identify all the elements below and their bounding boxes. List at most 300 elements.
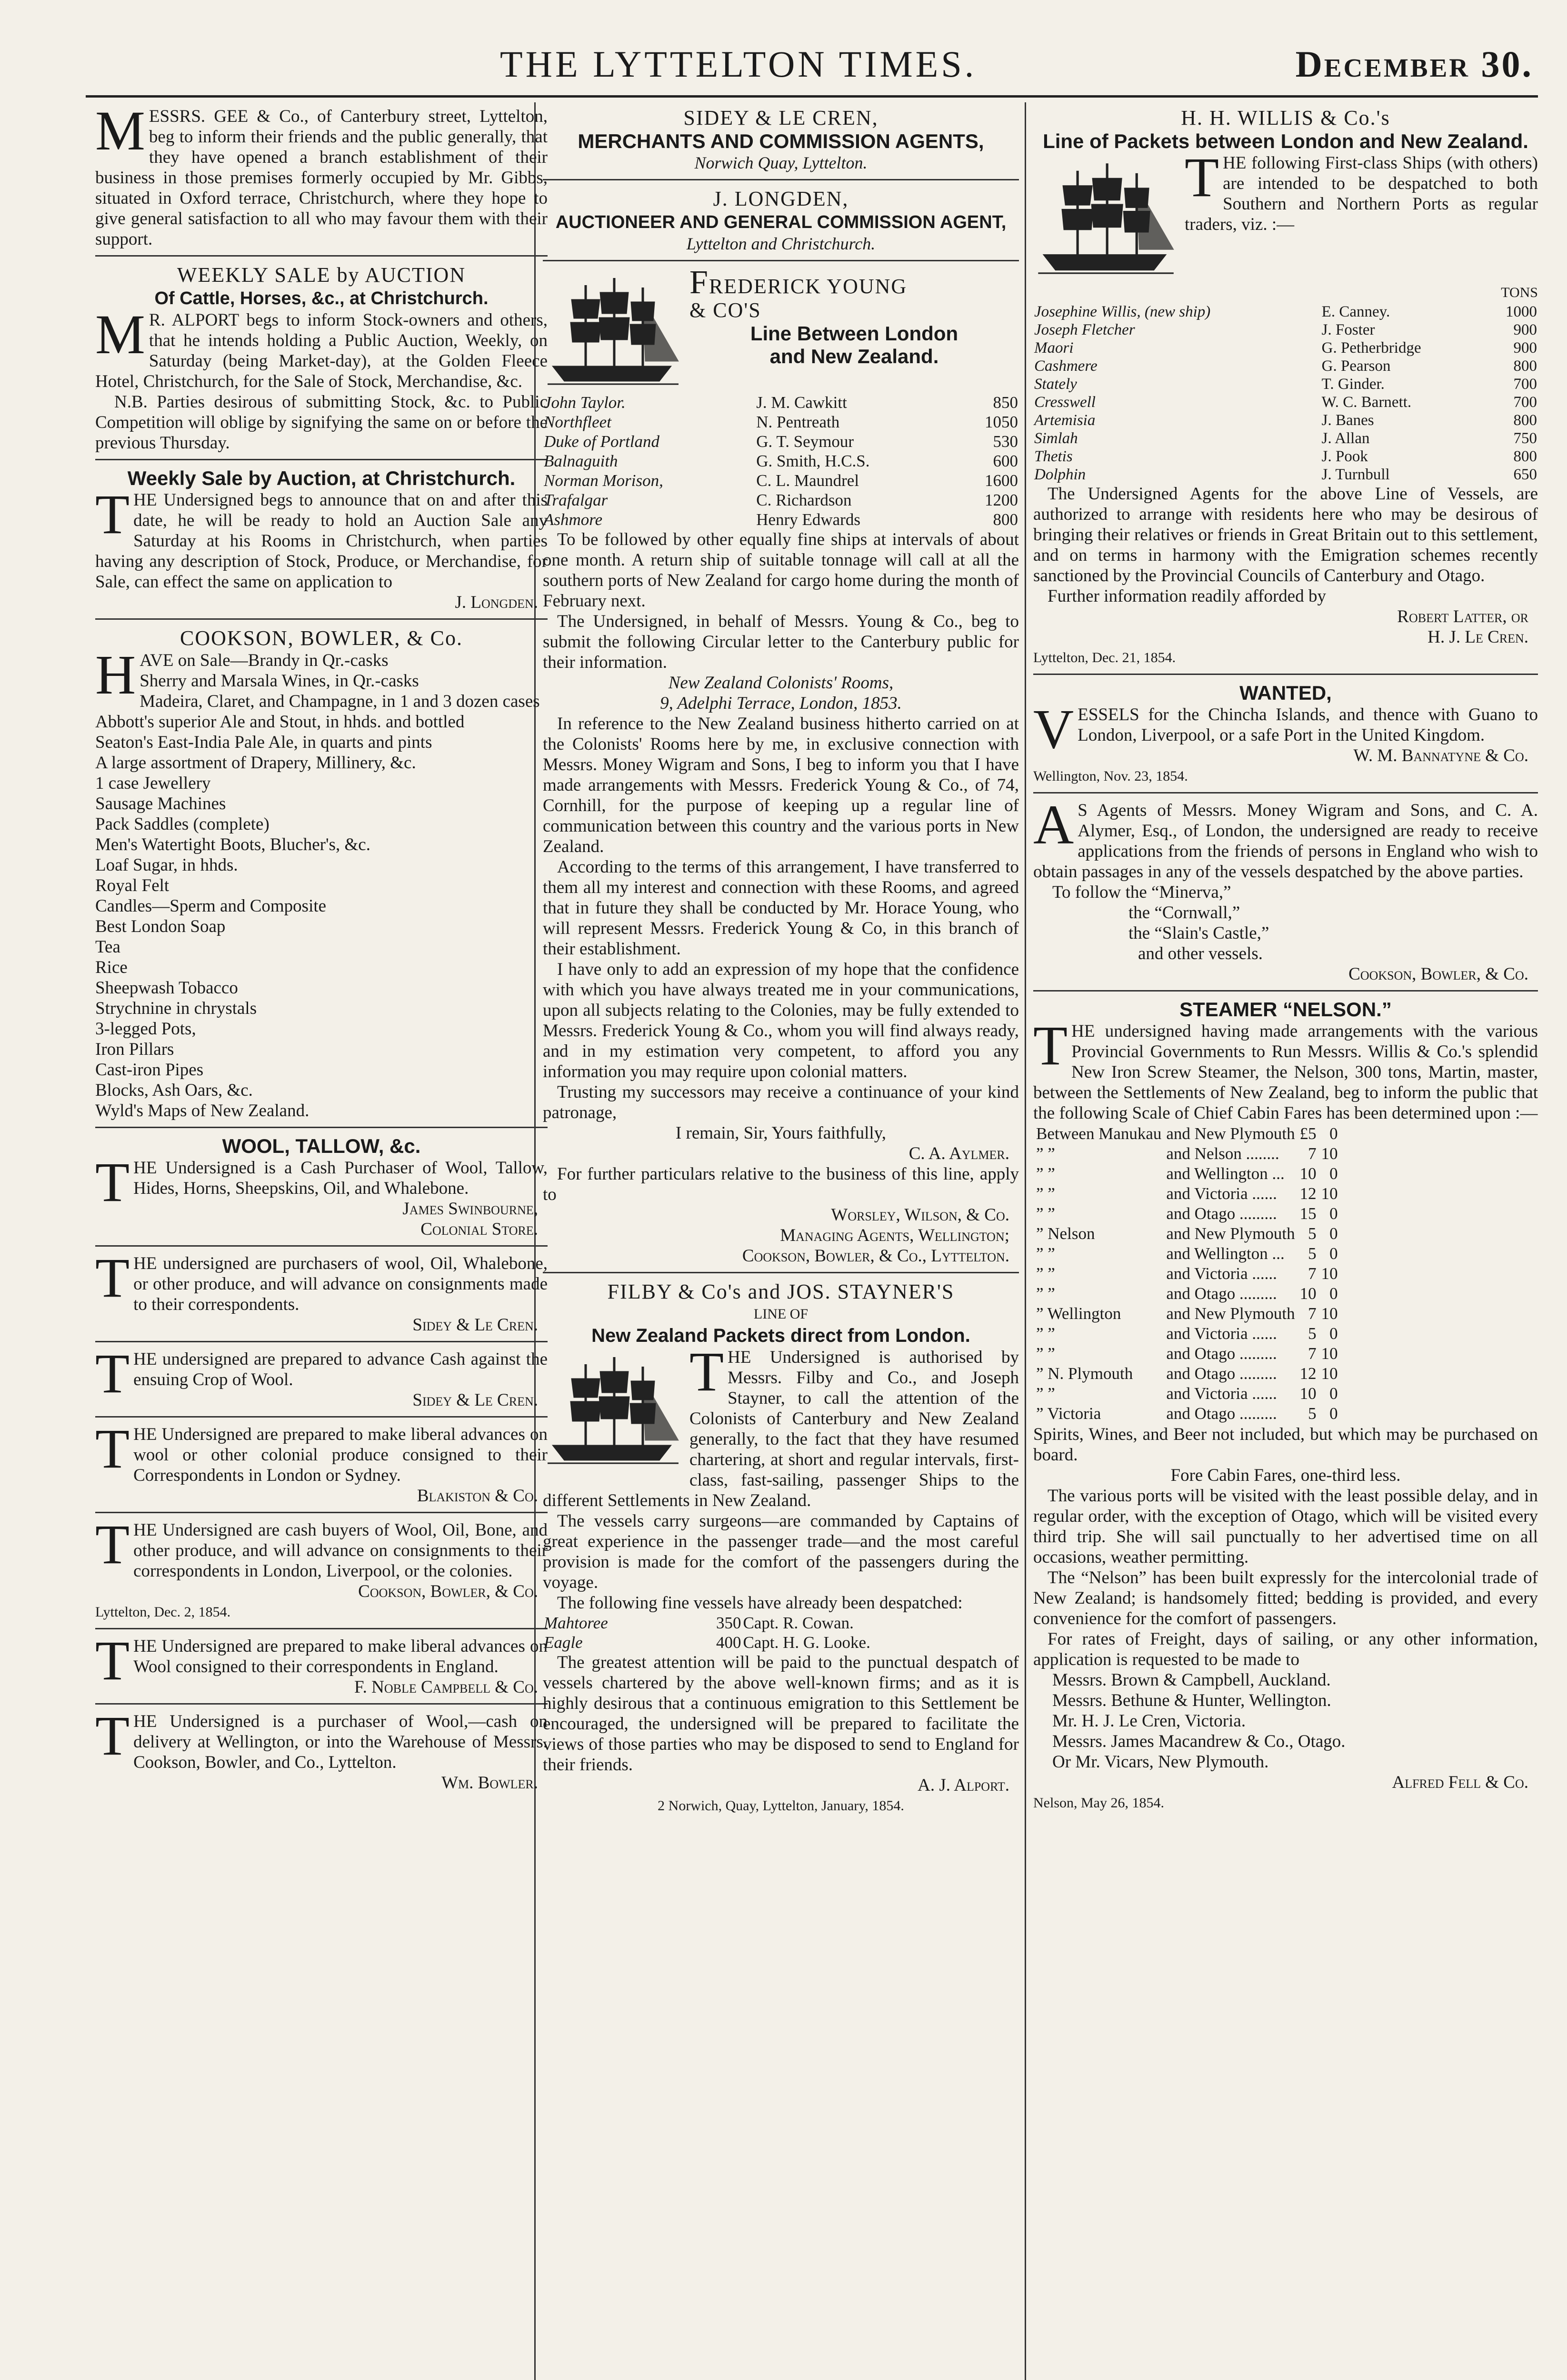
ad-date: Lyttelton, Dec. 2, 1854. [95,1604,231,1620]
fare-from: ” ” [1036,1384,1055,1403]
fare-shillings: 10 [1321,1144,1338,1163]
ships-table [543,1613,1019,1652]
ad-steamer-nelson [1033,994,1538,1819]
ship-name: Cresswell [1034,394,1096,411]
list-item: Madeira, Claret, and Champagne, in 1 and 3 dozen cases [140,692,540,711]
table-row [1034,1324,1340,1343]
ad-date: Wellington, Nov. 23, 1854. [1033,768,1188,784]
ship-captain: N. Pentreath [756,413,840,431]
table-row [1033,466,1538,484]
ship-tons: 700 [1513,376,1537,393]
ad-heading: H. H. WILLIS & Co.'s [1181,106,1390,129]
table-row [1034,1124,1340,1143]
table-row [1033,321,1538,339]
ad-date: 2 Norwich, Quay, Lyttelton, January, 1854. [658,1798,904,1814]
list-item: Strychnine in chrystals [95,999,257,1018]
fare-from: ” ” [1036,1264,1055,1283]
ship-captain: G. T. Seymour [756,432,854,451]
ship-tons: 1000 [1506,303,1537,320]
fare-to: and New Plymouth [1166,1124,1295,1143]
ship-tons: 530 [993,432,1018,451]
ad-note: N.B. Parties desirous of submitting Stock, &c. to Public Competition will oblige by signifying the same on or before the previous Thursday. [95,392,548,453]
ship-name: Stately [1034,376,1077,393]
fare-from: ” ” [1036,1244,1055,1263]
ad-text: HE undersigned having made arrangements with the various Provincial Governments to Run Messrs. Willis & Co.'s splendid New Iron Screw Steamer, the Nelson, 300 tons, Martin, master, between the Settlements of New Zealand, beg to inform the public that the following Scale of Chief Cabin Fares has been determined upon :— [1033,1021,1538,1123]
ad-wanted-vessels [1033,678,1538,793]
ship-name: Artemisia [1034,412,1096,429]
tons-label: TONS [1501,285,1538,300]
ad-text: HE Undersigned begs to announce that on and after this date, he will be ready to hold an Auction Sale any Saturday at his Rooms in Christchurch, when parties having any description of Stock, Produce, or Merchandise, for Sale, can effect the same on application to [95,490,548,592]
list-item: Messrs. James Macandrew & Co., Otago. [1052,1732,1346,1751]
ship-captain: G. Pearson [1321,357,1391,375]
ad-date: Lyttelton, Dec. 21, 1854. [1033,650,1176,665]
fare-pounds: 15 [1299,1204,1317,1223]
ad-heading: WANTED, [1239,682,1332,704]
fare-shillings: 0 [1329,1204,1338,1223]
table-row [1033,429,1538,447]
ad-agents-wigram [1033,793,1538,992]
ad-text: HE following First-class Ships (with others) are intended to be despatched to both Southern and Northern Ports as regular traders, viz. :— [1185,153,1538,234]
ad-willis [1033,102,1538,675]
drop-cap: T [1033,1014,1068,1077]
list-item: Loaf Sugar, in hhds. [95,855,238,875]
list-item: Blocks, Ash Oars, &c. [95,1081,253,1100]
fare-pounds: 5 [1308,1244,1317,1263]
ad-signature: Managing Agents, Wellington; [780,1226,1009,1245]
table-row [543,490,1019,510]
fare-shillings: 0 [1329,1164,1338,1183]
ad-signature: F. Noble Campbell & Co. [354,1677,538,1697]
drop-cap: F [689,264,709,301]
paragraph: For further particulars relative to the business of this line, apply to [543,1164,1019,1204]
fare-pounds: 5 [1308,1404,1317,1423]
table-row [1034,1384,1340,1403]
ship-tons: 800 [1513,448,1537,465]
goods-list [95,671,548,1121]
ad-heading: & CO'S [689,298,761,322]
list-item: A large assortment of Drapery, Millinery, &c. [95,753,416,773]
ad-signature: A. J. Alport. [918,1775,1009,1795]
ship-tons: 800 [1513,412,1537,429]
ad-signature: Sidey & Le Cren. [412,1390,538,1410]
ad-sidey-le-cren [543,102,1019,180]
issue-date: December 30. [1295,43,1533,85]
paragraph: To be followed by other equally fine ships at intervals of about one month. A return ship of suitable tonnage will call at all the southern ports of New Zealand for cargo home during the month of February next. [543,530,1019,611]
ship-captain: W. C. Barnett. [1321,394,1412,411]
ship-tons: 850 [993,393,1018,412]
ship-name: Cashmere [1034,357,1098,375]
fare-pounds: 7 [1308,1344,1317,1363]
table-row [543,393,1019,412]
ship-tons: 1600 [985,471,1018,490]
ad-heading: Weekly Sale by Auction, at Christchurch. [127,467,516,489]
ad-text: R. ALPORT begs to inform Stock-owners and others, that he intends holding a Public Auction, Weekly, on Saturday (being Market-day), at the Golden Fleece Hotel, Christchurch, for the Sale of Stock, Merchandise, &c. [95,310,548,391]
table-row [1033,339,1538,357]
ship-tons: 650 [1513,466,1537,483]
drop-cap: T [689,1340,724,1403]
list-item: Mr. H. J. Le Cren, Victoria. [1052,1711,1246,1731]
fare-from: Between Manukau [1036,1124,1162,1143]
fare-pounds: 10 [1299,1384,1317,1403]
paragraph: Fore Cabin Fares, one-third less. [1170,1466,1401,1485]
ad-subheading: MERCHANTS AND COMMISSION AGENTS, [578,130,984,152]
ad-longden [543,183,1019,261]
ad-text: ESSRS. GEE & Co., of Canterbury street, Lyttelton, beg to inform their friends and the public generally, that they have opened a branch establishment of their business in those premises formerly occupied by Mr. Gibbs, situated in Oxford terrace, Christchurch, where they hope to give general satisfaction to all who may favour them with their support. [95,107,548,249]
ad-heading: STEAMER “NELSON.” [1179,998,1392,1021]
fare-shillings: 0 [1329,1244,1338,1263]
paragraph: The various ports will be visited with the least possible delay, and in regular order, with the exception of Otago, which will be visited every third trip. She will sail punctually to her advertised time on all occasions, weather permitting. [1033,1486,1538,1567]
list-item: Royal Felt [95,876,170,895]
fare-pounds: 12 [1299,1184,1317,1203]
ship-tons: 700 [1513,394,1537,411]
drop-cap: T [95,1513,130,1576]
ad-signature: H. J. Le Cren. [1427,627,1528,647]
ad-subheading: AUCTIONEER AND GENERAL COMMISSION AGENT, [555,212,1007,232]
ad-signature: Cookson, Bowler, & Co. [1348,964,1528,984]
paragraph: The vessels carry surgeons—are commanded by Captains of great experience in the passenger trade—and the most careful provision is made for the comfort of the passengers during the voyage. [543,1511,1019,1592]
ship-captain: J. Turnbull [1321,466,1390,483]
paragraph: The Undersigned Agents for the above Line of Vessels, are authorized to arrange with residents here who may be desirous of bringing their relatives or friends in Great Britain out to this settlement, and on terms in harmony with the Emigration schemes recently sanctioned by the Provincial Councils of Canterbury and Otago. [1033,484,1538,585]
fare-from: ” ” [1036,1184,1055,1203]
ship-captain: T. Ginder. [1321,376,1385,393]
column-2 [543,102,1019,2380]
ship-list-line: the “Slain's Castle,” [1128,923,1269,943]
newspaper-title: THE LYTTELTON TIMES. [500,43,977,85]
ad-text: S Agents of Messrs. Money Wigram and Sons, and C. A. Alymer, Esq., of London, the undersigned are ready to receive applications from the friends of persons in England who wish to obtain passages in any of the vessels despatched by the above parties. [1033,801,1538,882]
ad-signature: Blakiston & Co. [417,1486,538,1506]
drop-cap: T [95,483,130,545]
fare-pounds: 12 [1299,1364,1317,1383]
drop-cap: T [95,1705,130,1767]
ad-weekly-sale-auction [95,259,548,460]
ad-signature: Cookson, Bowler, & Co. [358,1582,538,1601]
paragraph: Spirits, Wines, and Beer not included, but which may be purchased on board. [1033,1425,1538,1465]
ad-date: Nelson, May 26, 1854. [1033,1795,1164,1811]
column-1 [95,99,548,2380]
ad-wool-tallow [95,1131,548,1247]
ship-name: John Taylor. [544,393,626,412]
ad-signature: J. Longden. [455,593,538,612]
ship-name: Eagle [544,1633,583,1652]
ship-captain: Henry Edwards [756,510,860,529]
fare-pounds: 7 [1308,1304,1317,1323]
ship-tons: 400 [716,1633,741,1652]
paragraph: In reference to the New Zealand business hitherto carried on at the Colonists' Rooms here by me, in exclusive connection with Messrs. Money Wigram and Sons, I beg to inform you that I have made arrangements with Messrs. Frederick Young & Co., of 74, Cornhill, for the purpose of keeping up a regular line of communication between this country and the various ports in New Zealand. [543,714,1019,856]
fare-pounds: £5 [1299,1124,1317,1143]
table-row [1034,1344,1340,1363]
fare-to: and Otago ......... [1166,1204,1277,1223]
ad-subheading: New Zealand Packets direct from London. [591,1325,970,1346]
ad-text: HE Undersigned is a Cash Purchaser of Wool, Tallow, Hides, Horns, Sheepskins, Oil, and Whalebone. [133,1158,548,1198]
fare-to: and New Plymouth [1166,1304,1295,1323]
column-divider [1025,102,1026,2380]
ad-sidey-wool [95,1247,548,1342]
table-row [1034,1224,1340,1243]
list-item: Pack Saddles (complete) [95,814,269,834]
ship-name: Simlah [1034,430,1078,447]
drop-cap: H [95,644,136,706]
drop-cap: M [95,99,145,162]
ad-blakiston [95,1420,548,1513]
ship-tons: 600 [993,452,1018,470]
fare-to: and Otago ......... [1166,1364,1277,1383]
ship-tons: 750 [1513,430,1537,447]
masthead [86,43,1533,95]
fare-pounds: 5 [1308,1224,1317,1243]
ship-captain: J. M. Cawkitt [756,393,847,412]
ad-cookson-wool [95,1513,548,1629]
ship-captain: Capt. R. Cowan. [743,1614,854,1632]
paragraph: The greatest attention will be paid to the punctual despatch of vessels chartered by the above well-known firms; and as it is highly desirous that a continuous emigration to this Settlement be encouraged, the undersigned will be prepared to facilitate the views of those parties who may be disposed to send to England for their friends. [543,1653,1019,1775]
drop-cap: M [95,303,145,366]
ad-text: ESSELS for the Chincha Islands, and thence with Guano to London, Liverpool, or a safe Port in the United Kingdom. [1078,705,1538,745]
ad-noble-campbell [95,1629,548,1705]
letter-location: 9, Adelphi Terrace, London, 1853. [660,694,902,713]
fare-shillings: 0 [1329,1224,1338,1243]
fare-pounds: 10 [1299,1164,1317,1183]
ship-captain: C. Richardson [756,491,852,509]
ship-captain: E. Canney. [1321,303,1390,320]
ad-signature: C. A. Aylmer. [908,1144,1009,1163]
ship-name: Thetis [1034,448,1073,465]
ad-address: Lyttelton and Christchurch. [686,234,876,253]
fare-to: and Nelson ........ [1166,1144,1279,1163]
table-row [1034,1284,1340,1303]
fare-to: and Otago ......... [1166,1284,1277,1303]
paragraph: Further information readily afforded by [1048,586,1326,606]
list-item: 1 case Jewellery [95,774,211,793]
fare-pounds: 10 [1299,1284,1317,1303]
sailing-ship-icon [1033,156,1176,279]
fare-from: ” ” [1036,1144,1055,1163]
ad-text: HE Undersigned are cash buyers of Wool, Oil, Bone, and other produce, and will advance on consignments to their correspondents in London, Liverpool, or the colonies. [133,1520,548,1581]
ship-list-line: the “Cornwall,” [1128,903,1240,922]
ad-text: HE Undersigned is authorised by Messrs. Filby and Co., and Joseph Stayner, to call the attention of the Colonists of Canterbury and New Zealand generally, to the fact that they have resumed chartering, at short and regular intervals, first-class, fast-sailing, passenger Ships to the different Settlements in New Zealand. [543,1348,1019,1510]
list-item: Wyld's Maps of New Zealand. [95,1101,309,1121]
table-row [1034,1364,1340,1383]
fare-shillings: 0 [1329,1124,1338,1143]
fare-from: ” ” [1036,1164,1055,1183]
letter-location: New Zealand Colonists' Rooms, [668,673,894,693]
fare-from: ” ” [1036,1284,1055,1303]
agents-list [1033,1670,1538,1772]
list-item: Abbott's superior Ale and Stout, in hhds. and bottled [95,712,465,732]
ad-frederick-young [543,264,1019,1273]
ad-text: AVE on Sale—Brandy in Qr.-casks [140,651,389,670]
list-item: Or Mr. Vicars, New Plymouth. [1052,1752,1269,1772]
ad-bowler [95,1707,548,1799]
ship-captain: C. L. Maundrel [756,471,859,490]
ship-name: Northfleet [544,413,611,431]
list-item: Messrs. Bethune & Hunter, Wellington. [1052,1691,1331,1710]
fare-to: and Victoria ...... [1166,1184,1277,1203]
ad-gee [95,99,548,257]
ad-signature: Cookson, Bowler, & Co., Lyttelton. [742,1246,1009,1266]
drop-cap: T [95,1342,130,1405]
ship-captain: G. Petherbridge [1321,339,1421,357]
ad-heading: FILBY & Co's and JOS. STAYNER'S [607,1280,955,1303]
fare-to: and Otago ......... [1166,1404,1277,1423]
ad-subheading: Of Cattle, Horses, &c., at Christchurch. [154,288,489,308]
ship-tons: 900 [1513,339,1537,357]
fare-from: ” N. Plymouth [1036,1364,1133,1383]
table-row [543,471,1019,490]
table-row [543,1613,1019,1633]
table-row [1033,411,1538,429]
fare-to: and Victoria ...... [1166,1264,1277,1283]
drop-cap: T [95,1151,130,1213]
ad-sidey-cash [95,1342,548,1418]
ad-subheading: Line Between London [750,322,958,345]
sailing-ship-icon [543,1350,681,1469]
ad-address: Norwich Quay, Lyttelton. [694,153,868,172]
ship-name: Maori [1034,339,1074,357]
list-item: Iron Pillars [95,1040,174,1059]
table-row [1034,1244,1340,1263]
table-row [1034,1184,1340,1203]
ad-text: HE Undersigned is a purchaser of Wool,—cash on delivery at Wellington, or into the Warehouse of Messrs. Cookson, Bowler, and Co., Lyttelton. [133,1712,548,1772]
ad-signature: Sidey & Le Cren. [412,1315,538,1335]
ship-name: Norman Morison, [544,471,663,490]
fare-to: and Wellington ... [1166,1164,1285,1183]
list-item: Men's Watertight Boots, Blucher's, &c. [95,835,370,854]
fare-to: and New Plymouth [1166,1224,1295,1243]
ships-table [543,393,1019,529]
fare-shillings: 10 [1321,1184,1338,1203]
fare-pounds: 7 [1308,1144,1317,1163]
drop-cap: T [95,1629,130,1692]
drop-cap: T [1185,146,1219,208]
ship-captain: J. Banes [1321,412,1374,429]
fare-shillings: 0 [1329,1284,1338,1303]
table-row [1034,1144,1340,1163]
table-row [1034,1404,1340,1423]
ad-heading: WEEKLY SALE by AUCTION [177,263,466,287]
fare-shillings: 0 [1329,1384,1338,1403]
list-item: Best London Soap [95,917,226,936]
ad-signature: Worsley, Wilson, & Co. [831,1205,1009,1225]
ship-name: Balnaguith [544,452,618,470]
ad-heading: WOOL, TALLOW, &c. [222,1135,421,1157]
fare-pounds: 5 [1308,1324,1317,1343]
fare-shillings: 10 [1321,1304,1338,1323]
table-row [1033,447,1538,466]
table-row [1033,357,1538,375]
table-row [1033,375,1538,393]
fare-shillings: 0 [1329,1324,1338,1343]
ship-captain: J. Foster [1321,321,1375,338]
ship-tons: 1200 [985,491,1018,509]
ship-name: Dolphin [1034,466,1086,483]
ship-tons: 1050 [985,413,1018,431]
fare-to: and Wellington ... [1166,1244,1285,1263]
ship-list-line: and other vessels. [1138,944,1263,963]
paragraph: I have only to add an expression of my hope that the confidence with which you have always treated me in your communications, upon all subjects relating to the Colonies, may be fully extended to Messrs. Frederick Young & Co., whom you will find always ready, and in my estimation very competent, to afford you any information you may require upon colonial matters. [543,960,1019,1081]
table-row [1034,1164,1340,1183]
list-item: Rice [95,958,128,977]
fare-from: ” ” [1036,1204,1055,1223]
ad-heading: REDERICK YOUNG [709,275,908,298]
list-item: Candles—Sperm and Composite [95,896,327,916]
ship-captain: Capt. H. G. Looke. [743,1633,870,1652]
ship-captain: J. Pook [1321,448,1368,465]
table-row [1033,303,1538,321]
column-3 [1033,102,1538,2380]
table-row [1034,1264,1340,1283]
ad-signature: James Swinbourne, [402,1199,538,1219]
ship-tons: 800 [1513,357,1537,375]
ad-heading: COOKSON, BOWLER, & Co. [180,626,463,650]
fare-from: ” ” [1036,1344,1055,1363]
fares-table [1033,1123,1341,1424]
ship-name: Josephine Willis, (new ship) [1034,303,1211,320]
ad-weekly-sale-christchurch [95,463,548,620]
table-row [1033,393,1538,411]
ad-signature: Robert Latter, or [1397,607,1528,626]
list-item: 3-legged Pots, [95,1019,196,1039]
fare-from: ” Wellington [1036,1304,1121,1323]
ship-name: Ashmore [544,510,603,529]
ad-heading: J. LONGDEN, [713,187,849,210]
list-item: Sherry and Marsala Wines, in Qr.-casks [140,671,419,691]
ship-captain: J. Allan [1321,430,1370,447]
drop-cap: T [95,1247,130,1309]
ship-list-line: To follow the “Minerva,” [1052,883,1231,902]
fare-from: ” ” [1036,1324,1055,1343]
list-item: Cast-iron Pipes [95,1060,204,1080]
ship-name: Duke of Portland [544,432,660,451]
paragraph: According to the terms of this arrangement, I have transferred to them all my interest and connection with these Rooms, and agreed that in future they shall be conducted by Mr. Horace Young, who will represent Messrs. Frederick Young & Co, in this branch of their establishment. [543,857,1019,959]
list-item: Messrs. Brown & Campbell, Auckland. [1052,1670,1331,1690]
ad-heading: SIDEY & LE CREN, [683,106,878,129]
masthead-rule [86,95,1538,98]
fare-to: and Victoria ...... [1166,1384,1277,1403]
ad-text: HE Undersigned are prepared to make liberal advances on Wool consigned to their correspondents in England. [133,1636,548,1676]
paragraph: The Undersigned, in behalf of Messrs. Young & Co., beg to submit the following Circular letter to the Canterbury public for their information. [543,612,1019,672]
drop-cap: A [1033,793,1074,856]
ad-filby-stayner [543,1276,1019,1822]
list-item: Tea [95,937,120,957]
ship-name: Mahtoree [544,1614,608,1632]
paragraph: For rates of Freight, days of sailing, or any other information, application is requested to be made to [1033,1629,1538,1669]
ship-name: Trafalgar [544,491,608,509]
paragraph: Trusting my successors may receive a continuance of your kind patronage, [543,1082,1019,1122]
ad-signature: Colonial Store. [420,1220,538,1239]
list-item: Sausage Machines [95,794,226,813]
fare-shillings: 10 [1321,1344,1338,1363]
ad-cookson-bowler [95,623,548,1128]
table-row [543,510,1019,529]
letter-closing: I remain, Sir, Yours faithfully, [675,1123,887,1143]
fare-pounds: 7 [1308,1264,1317,1283]
ship-name: Joseph Fletcher [1034,321,1135,338]
ad-signature: Wm. Bowler. [441,1773,538,1793]
ad-subheading: and New Zealand. [769,345,939,367]
list-item: Sheepwash Tobacco [95,978,238,998]
fare-to: and Victoria ...... [1166,1324,1277,1343]
fare-shillings: 0 [1329,1404,1338,1423]
table-row [1034,1204,1340,1223]
fare-from: ” Nelson [1036,1224,1095,1243]
fare-to: and Otago ......... [1166,1344,1277,1363]
paragraph: The following fine vessels have already been despatched: [557,1593,963,1613]
table-row [1034,1304,1340,1323]
paragraph: The “Nelson” has been built expressly for the intercolonial trade of New Zealand; is handsomely fitted; bedding is provided, and every convenience for the comfort of passengers. [1033,1568,1538,1628]
list-item: Seaton's East-India Pale Ale, in quarts and pints [95,733,432,752]
table-row [543,451,1019,471]
fare-shillings: 10 [1321,1264,1338,1283]
fare-shillings: 10 [1321,1364,1338,1383]
